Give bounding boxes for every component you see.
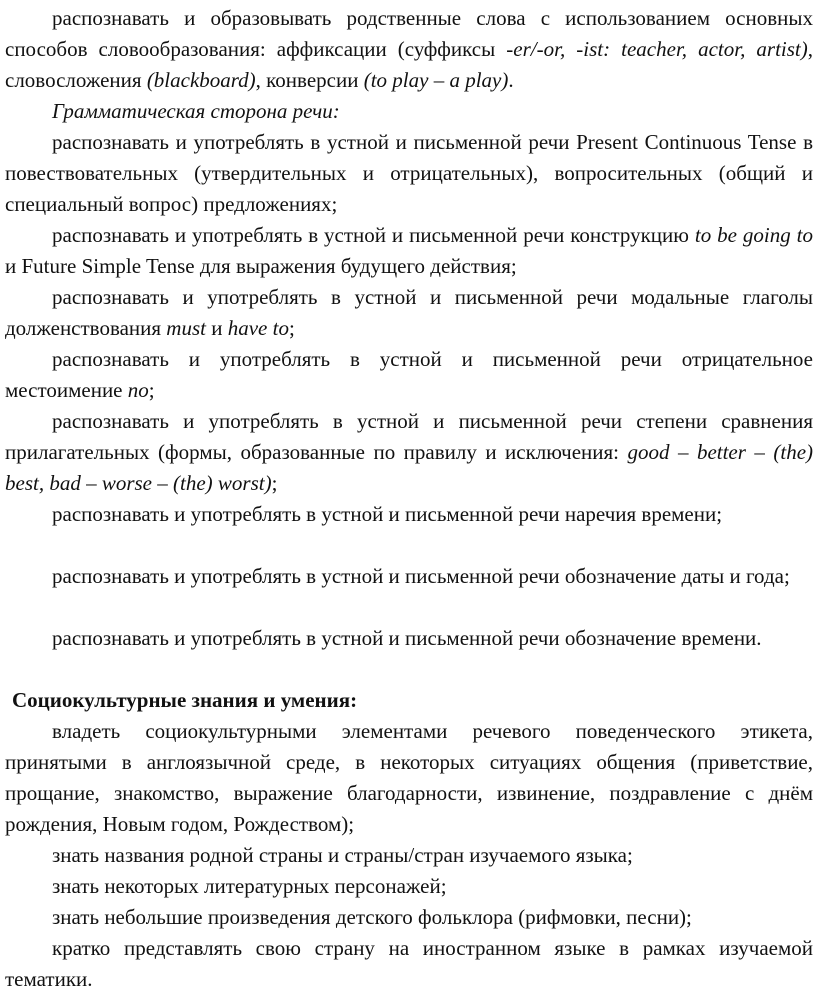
paragraph-time-notation: распознавать и употреблять в устной и письменной речи обозначение времени. bbox=[52, 626, 762, 650]
paragraph-country-names: знать названия родной страны и страны/стран изучаемого языка; bbox=[52, 843, 633, 867]
paragraph-pronoun-no: распознавать и употреблять в устной и письменной речи отрицательное местоимение no; bbox=[5, 347, 813, 402]
paragraph-future: распознавать и употреблять в устной и письменной речи конструкцию to be going to и Future Simple Tense для выражения будущего действия; bbox=[5, 223, 813, 278]
paragraph-word-formation: распознавать и образовывать родственные слова с использованием основных способов словообразования: аффиксации (суффиксы -er/-or, -ist: teacher, actor, artist), словосложения (blackboard), конверсии (to play – a play). bbox=[5, 6, 813, 92]
paragraph-literary-characters: знать некоторых литературных персонажей; bbox=[52, 874, 447, 898]
paragraph-time-adverbs: распознавать и употреблять в устной и письменной речи наречия времени; bbox=[52, 502, 723, 526]
paragraph-present-continuous: распознавать и употреблять в устной и письменной речи Present Continuous Tense в повествовательных (утвердительных и отрицательных), вопросительных (общий и специальный вопрос) предложениях; bbox=[5, 130, 813, 216]
paragraph-present-country: кратко представлять свою страну на иностранном языке в рамках изучаемой тематики. bbox=[5, 936, 813, 991]
paragraph-date-year: распознавать и употреблять в устной и письменной речи обозначение даты и года; bbox=[52, 564, 790, 588]
sociocultural-heading: Социокультурные знания и умения: bbox=[12, 688, 358, 712]
paragraph-modal-verbs: распознавать и употреблять в устной и письменной речи модальные глаголы долженствования must и have to; bbox=[5, 285, 813, 340]
paragraph-speech-etiquette: владеть социокультурными элементами речевого поведенческого этикета, принятыми в англоязычной среде, в некоторых ситуациях общения (приветствие, прощание, знакомство, выражение благодарности, извинение, поздравление с днём рождения, Новым годом, Рождеством); bbox=[5, 719, 813, 836]
grammar-subheading: Грамматическая сторона речи: bbox=[52, 99, 340, 123]
paragraph-folklore: знать небольшие произведения детского фольклора (рифмовки, песни); bbox=[52, 905, 692, 929]
paragraph-adjective-comparison: распознавать и употреблять в устной и письменной речи степени сравнения прилагательных (формы, образованные по правилу и исключения: good – better – (the) best, bad – worse – (the) worst); bbox=[5, 409, 814, 495]
